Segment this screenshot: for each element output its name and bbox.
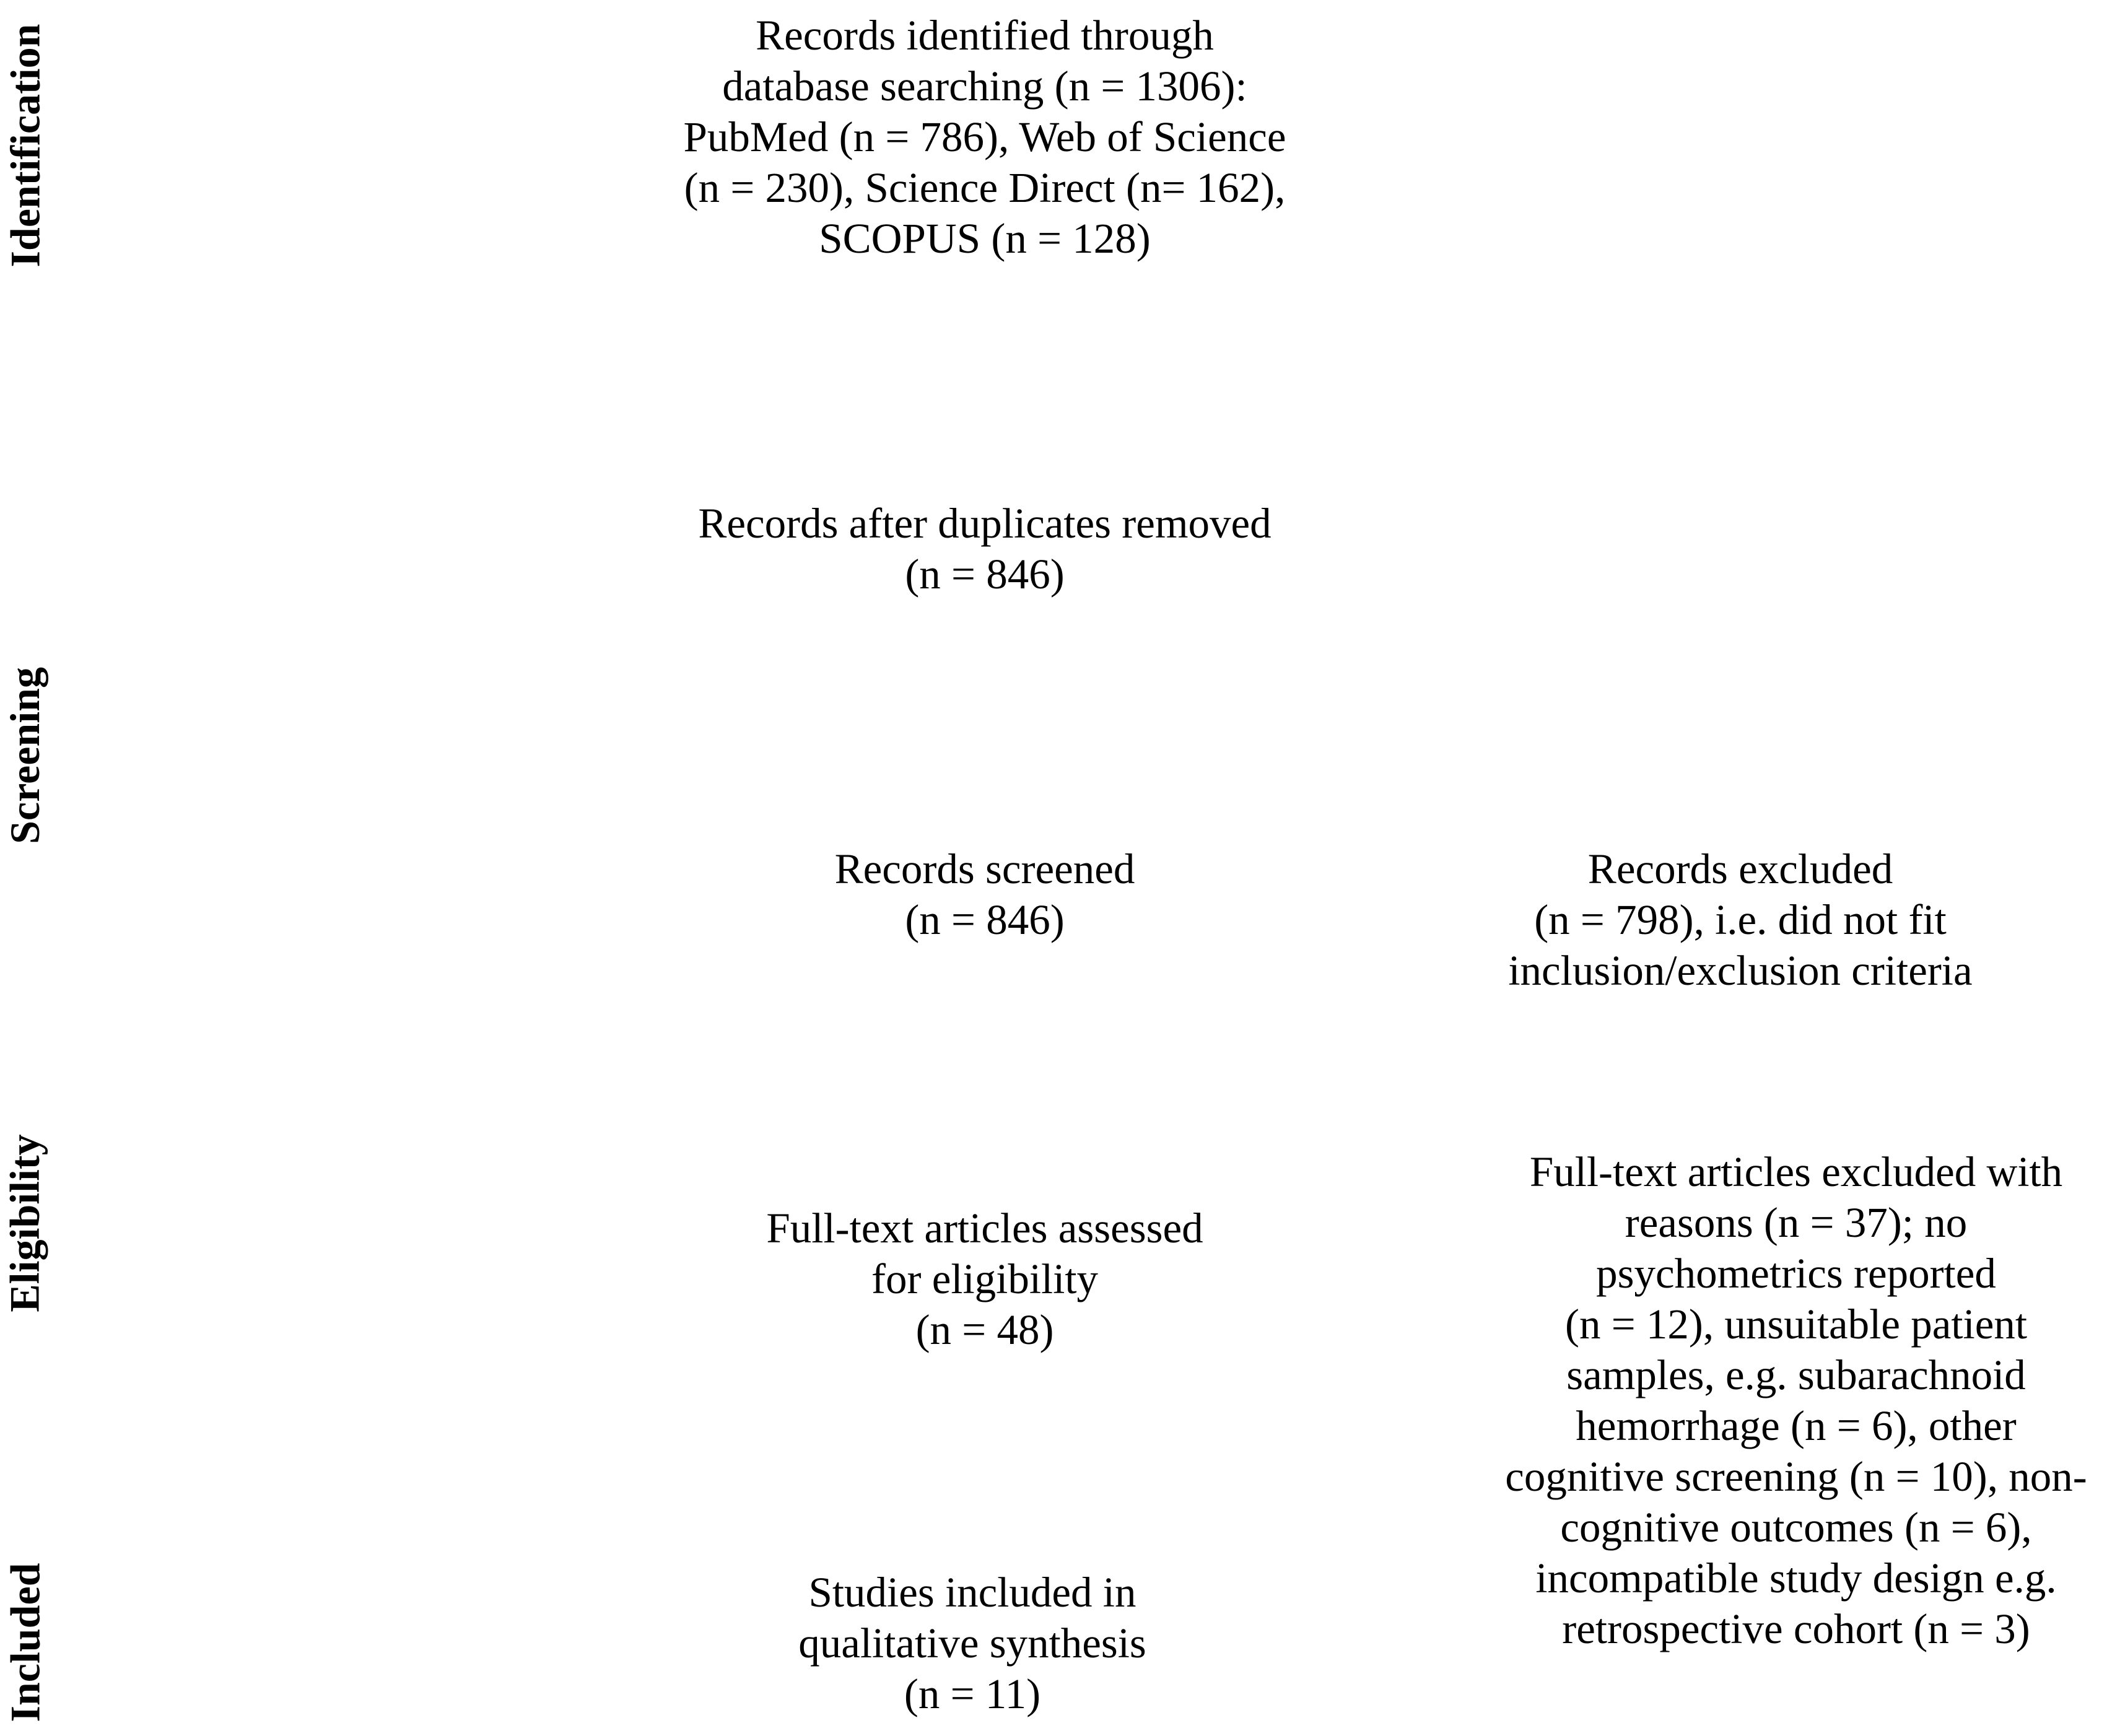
stage-included-text: Included xyxy=(1,1563,48,1722)
stage-label-screening xyxy=(0,644,50,867)
box-line: SCOPUS (n = 128) xyxy=(819,215,1151,262)
stage-screening-text: Screening xyxy=(1,667,49,844)
records-excluded-box xyxy=(1443,844,2038,996)
box-line: (n = 12), unsuitable patient xyxy=(1565,1301,2027,1348)
fulltext-assessed-box xyxy=(700,1203,1270,1355)
box-line: reasons (n = 37); no xyxy=(1625,1199,1968,1246)
box-line: for eligibility xyxy=(871,1255,1099,1302)
records-screened-box xyxy=(737,844,1232,945)
box-line: hemorrhage (n = 6), other xyxy=(1576,1402,2017,1449)
box-line: incompatible study design e.g. xyxy=(1535,1555,2057,1602)
box-line: Records after duplicates removed xyxy=(698,500,1272,547)
studies-included-box xyxy=(731,1567,1214,1719)
box-line: database searching (n = 1306): xyxy=(722,63,1247,110)
box-line: (n = 11) xyxy=(904,1670,1041,1717)
box-line: cognitive screening (n = 10), non- xyxy=(1505,1453,2087,1500)
box-line: Studies included in xyxy=(808,1569,1136,1616)
box-line: retrospective cohort (n = 3) xyxy=(1562,1605,2030,1652)
fulltext-excluded-box xyxy=(1486,1146,2106,1654)
box-line: (n = 48) xyxy=(915,1306,1054,1353)
stage-eligibility-text: Eligibility xyxy=(1,1134,48,1312)
box-line: Full-text articles excluded with xyxy=(1529,1148,2063,1195)
records-after-duplicates-box xyxy=(638,498,1332,600)
box-line: (n = 798), i.e. did not fit xyxy=(1534,896,1947,943)
box-line: samples, e.g. subarachnoid xyxy=(1566,1351,2026,1398)
box-line: cognitive outcomes (n = 6), xyxy=(1560,1504,2032,1551)
box-line: Records screened xyxy=(834,845,1135,892)
box-line: Records identified through xyxy=(756,12,1214,59)
box-line: (n = 846) xyxy=(905,896,1065,943)
box-line: qualitative synthesis xyxy=(798,1620,1146,1667)
box-line: Records excluded xyxy=(1587,845,1893,892)
stage-label-eligibility xyxy=(0,1127,50,1319)
box-line: inclusion/exclusion criteria xyxy=(1508,947,1973,994)
box-line: psychometrics reported xyxy=(1596,1250,1996,1297)
box-line: (n = 230), Science Direct (n= 162), xyxy=(684,164,1286,211)
stage-label-identification xyxy=(0,0,50,291)
stage-identification-text: Identification xyxy=(1,24,48,268)
box-line: Full-text articles assessed xyxy=(766,1205,1203,1252)
stage-label-included xyxy=(0,1548,50,1736)
box-line: PubMed (n = 786), Web of Science xyxy=(683,113,1286,160)
box-line: (n = 846) xyxy=(905,551,1065,598)
records-identified-box xyxy=(632,10,1338,264)
